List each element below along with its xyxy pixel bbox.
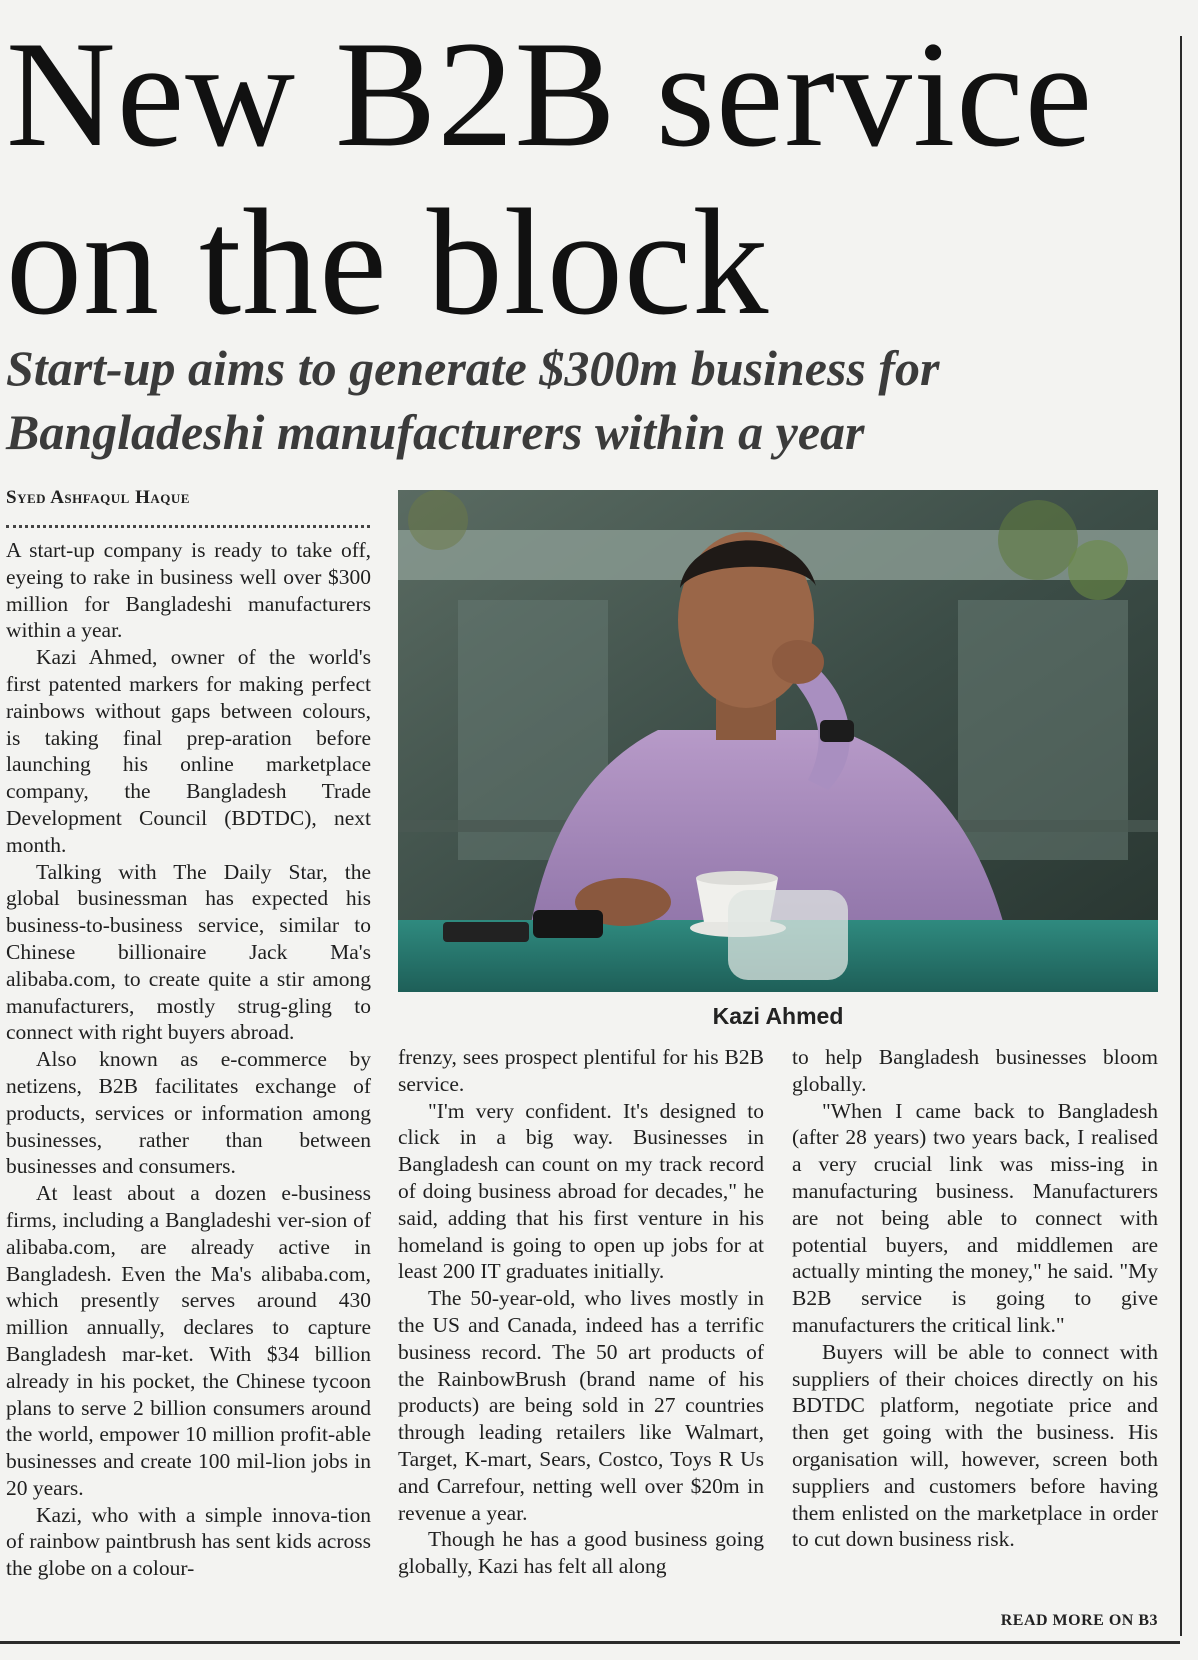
column-3 [792, 1044, 1158, 1553]
paragraph: The 50-year-old, who lives mostly in the US and Canada, indeed has a terrific business record. The 50 art products of the RainbowBrush (brand name of his products) are being sold in 27 countries through leading retailers like Walmart, Target, K-mart, Sears, Costco, Toys R Us and Carrefour, netting well over $20m in revenue a year. [398, 1286, 764, 1525]
photo-illustration [398, 490, 1158, 992]
article-photo [398, 490, 1158, 992]
photo-caption: Kazi Ahmed [712, 1003, 844, 1029]
paragraph: At least about a dozen e-business firms, including a Bangladeshi ver-sion of alibaba.com, are already active in Bangladesh. Even the Ma's alibaba.com, which presently serves around 430 million annually, declares to capture Bangladesh mar-ket. With $34 billion already in his pocket, the Chinese tycoon plans to serve 2 billion consumers around the world, empower 10 million profit-able businesses and create 100 mil-lion jobs in 20 years. [6, 1181, 371, 1500]
paragraph: "I'm very confident. It's designed to click in a big way. Businesses in Bangladesh can count on my track record of doing business abroad for decades," he said, adding that his first venture in his homeland is going to open up jobs for at least 200 IT graduates initially. [398, 1098, 764, 1284]
column-2 [398, 1044, 764, 1580]
paragraph: Though he has a good business going globally, Kazi has felt all along [398, 1527, 764, 1579]
page-bottom-rule [0, 1641, 1180, 1644]
paragraph: Talking with The Daily Star, the global businessman has expected his business-to-business service, similar to Chinese billionaire Jack Ma's alibaba.com, to create quite a stir among manufacturers, mostly strug-gling to connect with right buyers abroad. [6, 859, 371, 1045]
headline [6, 10, 1166, 346]
headline-line-1: New B2B service [6, 10, 1094, 178]
paragraph: Buyers will be able to connect with suppliers of their choices directly on his BDTDC platform, negotiate price and then get going with the business. His organisation will, however, screen both suppliers and customers before having them enlisted on the marketplace in order to cut down business risk. [792, 1339, 1158, 1552]
paragraph: Kazi, who with a simple innova-tion of rainbow paintbrush has sent kids across the globe on a colour- [6, 1502, 371, 1581]
column-1 [6, 537, 371, 1582]
subheadline-line-2: Bangladeshi manufacturers within a year [6, 404, 865, 460]
byline: Syed Ashfaqul Haque [6, 487, 190, 508]
subheadline-line-1: Start-up aims to generate $300m business for [6, 340, 940, 396]
paragraph: "When I came back to Bangladesh (after 28 years) two years back, I realised a very crucial link was miss-ing in manufacturing business. Manufacturers are not being able to connect with potential buyers, and middlemen are actually minting the money," he said. "My B2B service is going to give manufacturers the critical link." [792, 1098, 1158, 1337]
paragraph: to help Bangladesh businesses bloom globally. [792, 1045, 1158, 1096]
column-rule-right [1180, 36, 1182, 1636]
paragraph: Also known as e-commerce by netizens, B2B facilitates exchange of products, services or information among businesses, rather than between businesses and consumers. [6, 1047, 371, 1179]
paragraph: A start-up company is ready to take off, eyeing to rake in business well over $300 million for Bangladeshi manufacturers within a year. [6, 538, 371, 643]
paragraph: Kazi Ahmed, owner of the world's first patented markers for making perfect rainbows without gaps between colours, is taking final prep-aration before launching his online marketplace company, the Bangladesh Trade Development Council (BDTDC), next month. [6, 645, 371, 857]
paragraph: frenzy, sees prospect plentiful for his B2B service. [398, 1045, 764, 1096]
byline-dotted-rule [6, 525, 370, 528]
headline-line-2: on the block [6, 178, 770, 346]
subheadline [6, 336, 1166, 464]
read-more-link[interactable]: READ MORE ON B3 [1000, 1612, 1158, 1629]
